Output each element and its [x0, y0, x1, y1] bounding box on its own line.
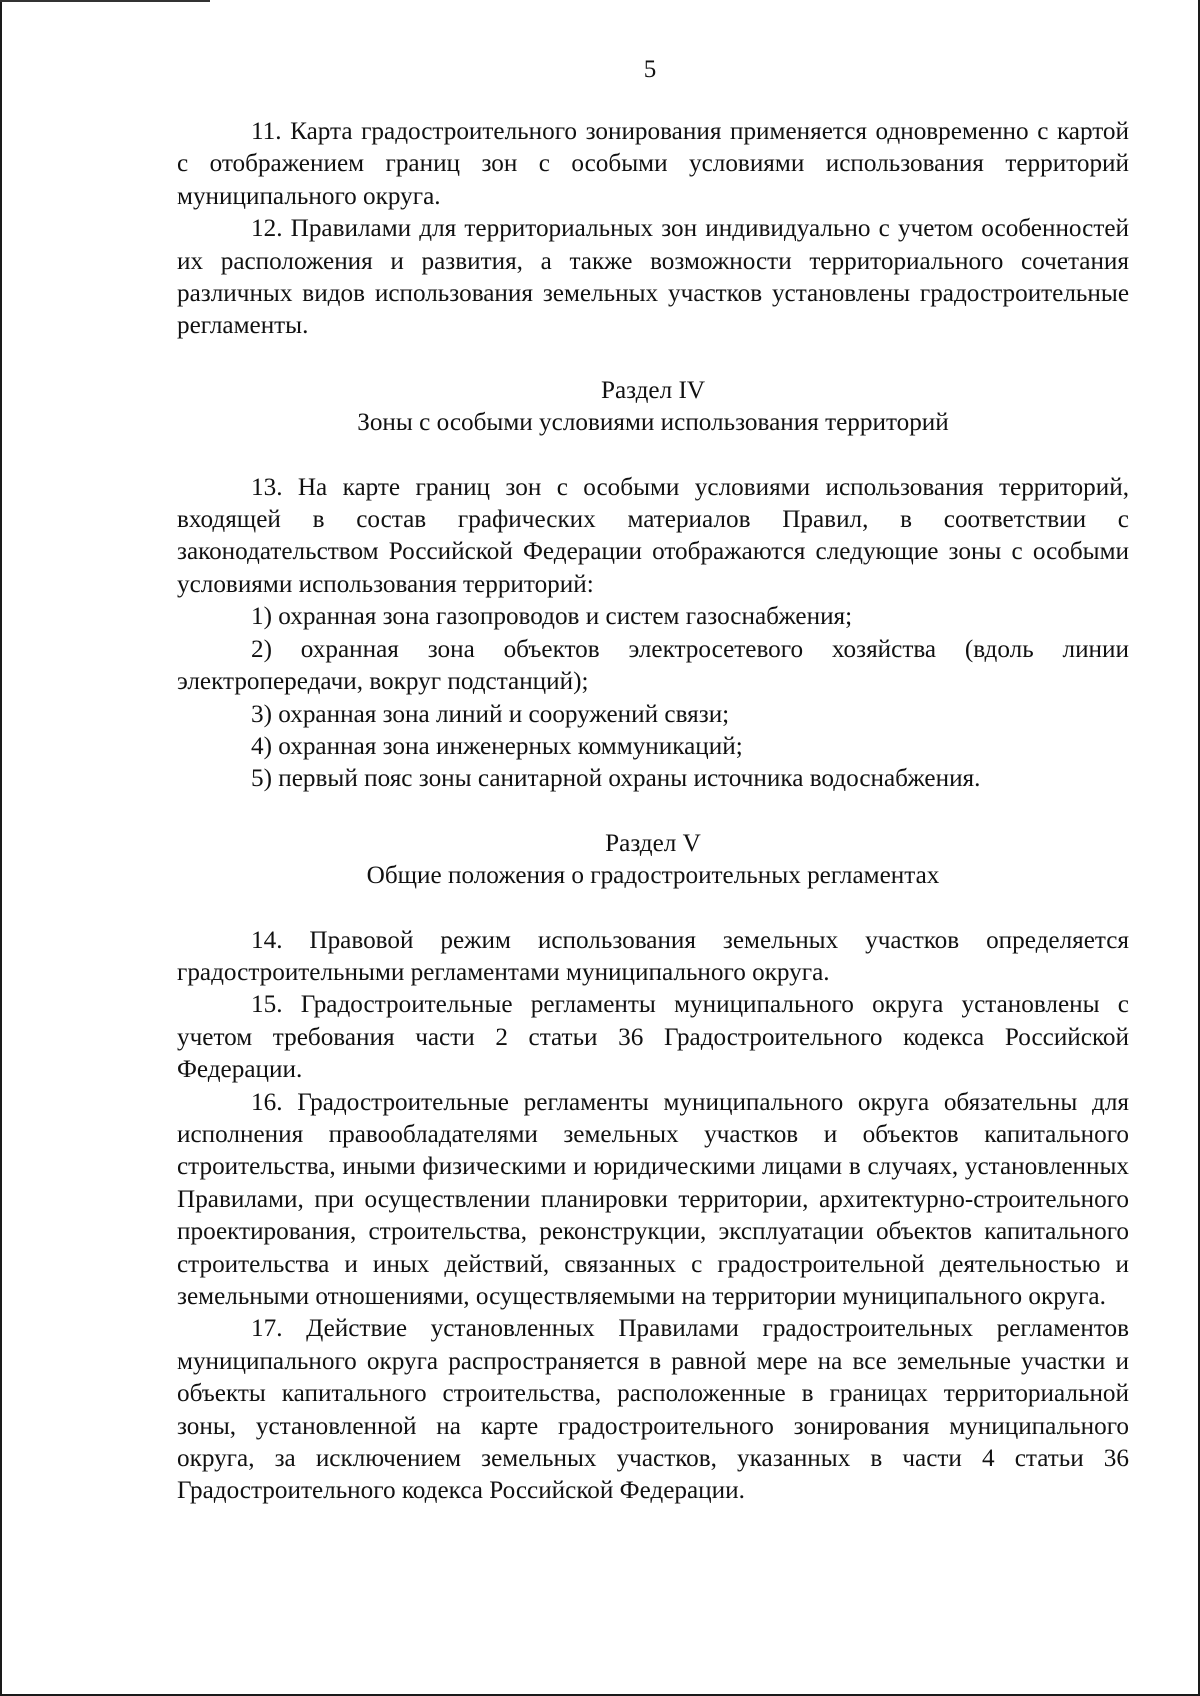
list-item-2: 2) охранная зона объектов электросетевого хозяйства (вдоль линии электропередачи, вокруг подстанций); — [177, 635, 1129, 696]
paragraph-13: 13. На карте границ зон с особыми условиями использования территорий, входящей в состав графических материалов Правил, в соответствии с законодательством Российской Федерации отображаются следующие зоны с особыми условиями использования территорий: — [177, 473, 1129, 598]
paragraph-11: 11. Карта градостроительного зонирования применяется одновременно с картой с отображением границ зон с особыми условиями использования территорий муниципального округа. — [177, 118, 1129, 210]
scan-edge-left — [0, 0, 2, 1696]
document-body — [177, 116, 1129, 1508]
list-item-4: 4) охранная зона инженерных коммуникаций; — [251, 732, 743, 760]
list-item-3: 3) охранная зона линий и сооружений связи; — [251, 700, 730, 728]
paragraph-14: 14. Правовой режим использования земельных участков определяется градостроительными регламентами муниципального округа. — [177, 926, 1129, 986]
list-item-5: 5) первый пояс зоны санитарной охраны источника водоснабжения. — [251, 765, 981, 793]
section-4-label: Раздел IV — [600, 376, 706, 404]
section-5-label: Раздел V — [605, 829, 701, 857]
page-number: 5 — [643, 56, 657, 83]
paragraph-12: 12. Правилами для территориальных зон индивидуально с учетом особенностей их расположения и развития, а также возможности территориального сочетания различных видов использования земельных участков установлены градостроительные регламенты. — [177, 215, 1129, 340]
section-4-title: Зоны с особыми условиями использования территорий — [357, 409, 949, 437]
section-5-title: Общие положения о градостроительных регламентах — [366, 862, 940, 890]
paragraph-15: 15. Градостроительные регламенты муниципального округа установлены с учетом требования части 2 статьи 36 Градостроительного кодекса Российской Федерации. — [177, 991, 1129, 1084]
paragraph-17: 17. Действие установленных Правилами градостроительных регламентов муниципального округа распространяется в равной мере на все земельные участки и объекты капитального строительства, расположенные в границах территориальной зоны, установленной на карте градостроительного зонирования муниципального округа, за исключением земельных участков, указанных в части 4 статьи 36 Градостроительного кодекса Российской Федерации. — [177, 1315, 1129, 1505]
list-item-1: 1) охранная зона газопроводов и систем газоснабжения; — [251, 603, 853, 631]
scan-edge-top — [0, 0, 210, 2]
paragraph-16: 16. Градостроительные регламенты муниципального округа обязательны для исполнения правообладателями земельных участков и объектов капитального строительства, иными физическими и юридическими лицами в случаях, установленных Правилами, при осуществлении планировки территории, архитектурно-строительного проектирования, строительства, реконструкции, эксплуатации объектов капитального строительства и иных действий, связанных с градостроительной деятельностью и земельными отношениями, осуществляемыми на территории муниципального округа. — [177, 1088, 1129, 1310]
